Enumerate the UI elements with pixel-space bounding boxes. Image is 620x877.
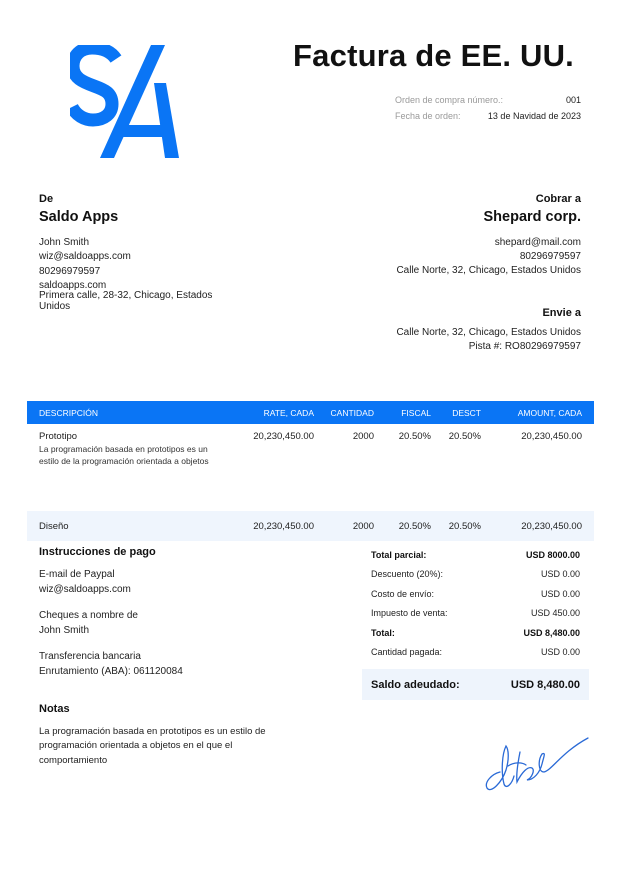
bill-to-address: Calle Norte, 32, Chicago, Estados Unidos <box>396 265 581 276</box>
bank-label: Transferencia bancaria <box>39 651 141 662</box>
row-fiscal: 20.50% <box>398 520 431 532</box>
table-header <box>27 401 594 424</box>
row-amount: 20,230,450.00 <box>521 431 582 442</box>
discount-label: Descuento (20%): <box>371 569 444 580</box>
bill-to-company: Shepard corp. <box>483 209 581 225</box>
total-label: Total: <box>371 627 395 638</box>
discount-value: USD 0.00 <box>540 569 580 580</box>
header-description: DESCRIPCIÓN <box>39 407 99 418</box>
order-date-value: 13 de Navidad de 2023 <box>487 111 581 121</box>
shipping-label: Costo de envío: <box>371 588 435 599</box>
po-number-label: Orden de compra número.: <box>395 95 504 105</box>
items-table <box>27 401 594 541</box>
total-line <box>362 623 589 643</box>
shipping-value: USD 0.00 <box>540 588 580 599</box>
subtotal-label: Total parcial: <box>371 549 427 560</box>
from-phone: 80296979597 <box>39 266 101 277</box>
totals-block <box>362 545 589 700</box>
bank-block <box>39 649 183 679</box>
row-rate: 20,230,450.00 <box>253 520 314 532</box>
shipping-line <box>362 584 589 604</box>
tax-line <box>362 604 589 624</box>
paypal-label: E-mail de Paypal <box>39 569 115 580</box>
from-company: Saldo Apps <box>39 209 119 225</box>
from-name: John Smith <box>39 237 90 248</box>
balance-label: Saldo adeudado: <box>371 678 460 691</box>
row-description <box>27 431 224 511</box>
ship-to-label: Envie a <box>542 307 581 319</box>
paypal-value: wiz@saldoapps.com <box>39 584 131 595</box>
header-amount: AMOUNT, CADA <box>517 407 582 418</box>
balance-due <box>362 669 589 700</box>
bill-to-email: shepard@mail.com <box>494 237 581 248</box>
order-date-label: Fecha de orden: <box>395 111 461 121</box>
bill-to-phone: 80296979597 <box>519 251 581 262</box>
ship-to-track: Pista #: RO80296979597 <box>468 341 581 352</box>
header-fiscal: FISCAL <box>401 407 431 418</box>
paid-value: USD 0.00 <box>540 647 580 658</box>
tax-value: USD 450.00 <box>530 608 580 619</box>
row-qty: 2000 <box>352 431 374 442</box>
from-website: saldoapps.com <box>39 280 107 291</box>
saldo-logo-icon <box>70 45 180 160</box>
row-desct: 20.50% <box>448 431 481 442</box>
paid-label: Cantidad pagada: <box>371 647 443 658</box>
table-row <box>27 511 594 541</box>
row-fiscal: 20.50% <box>398 431 431 442</box>
subtotal-value: USD 8000.00 <box>525 549 580 560</box>
row-title: Diseño <box>39 520 69 532</box>
balance-value: USD 8,480.00 <box>510 678 580 691</box>
check-label: Cheques a nombre de <box>39 610 138 621</box>
bill-to-label: Cobrar a <box>535 193 581 205</box>
paid-line <box>362 643 589 663</box>
row-subtitle: La programación basada en prototipos es un estilo de la programación orientada a objetos <box>39 444 209 467</box>
check-value: John Smith <box>39 625 90 636</box>
tax-label: Impuesto de venta: <box>371 608 448 619</box>
payment-title: Instrucciones de pago <box>39 546 156 558</box>
from-label: De <box>39 193 54 205</box>
ship-to-address: Calle Norte, 32, Chicago, Estados Unidos <box>396 327 581 338</box>
from-email: wiz@saldoapps.com <box>39 251 131 262</box>
header-qty: CANTIDAD <box>330 407 374 418</box>
header-desct: DESCT <box>452 407 481 418</box>
bank-value: Enrutamiento (ABA): 061120084 <box>39 666 183 677</box>
table-row <box>27 424 594 511</box>
from-address: Primera calle, 28-32, Chicago, Estados Unidos <box>39 290 213 312</box>
row-desct: 20.50% <box>448 520 481 532</box>
notes-title: Notas <box>39 703 70 715</box>
row-rate: 20,230,450.00 <box>253 431 314 442</box>
paypal-block <box>39 567 131 597</box>
po-number-value: 001 <box>565 95 581 105</box>
check-block <box>39 608 138 638</box>
notes-text: La programación basada en prototipos es un estilo de programación orientada a objetos en el que el comportamiento <box>39 726 266 766</box>
total-value: USD 8,480.00 <box>523 627 580 638</box>
row-qty: 2000 <box>352 520 374 532</box>
subtotal-line <box>362 545 589 565</box>
row-amount: 20,230,450.00 <box>521 520 582 532</box>
signature-icon <box>482 732 590 794</box>
invoice-title: Factura de EE. UU. <box>293 38 574 73</box>
header-rate: RATE, CADA <box>263 407 314 418</box>
row-title: Prototipo <box>39 431 78 442</box>
discount-line <box>362 565 589 585</box>
